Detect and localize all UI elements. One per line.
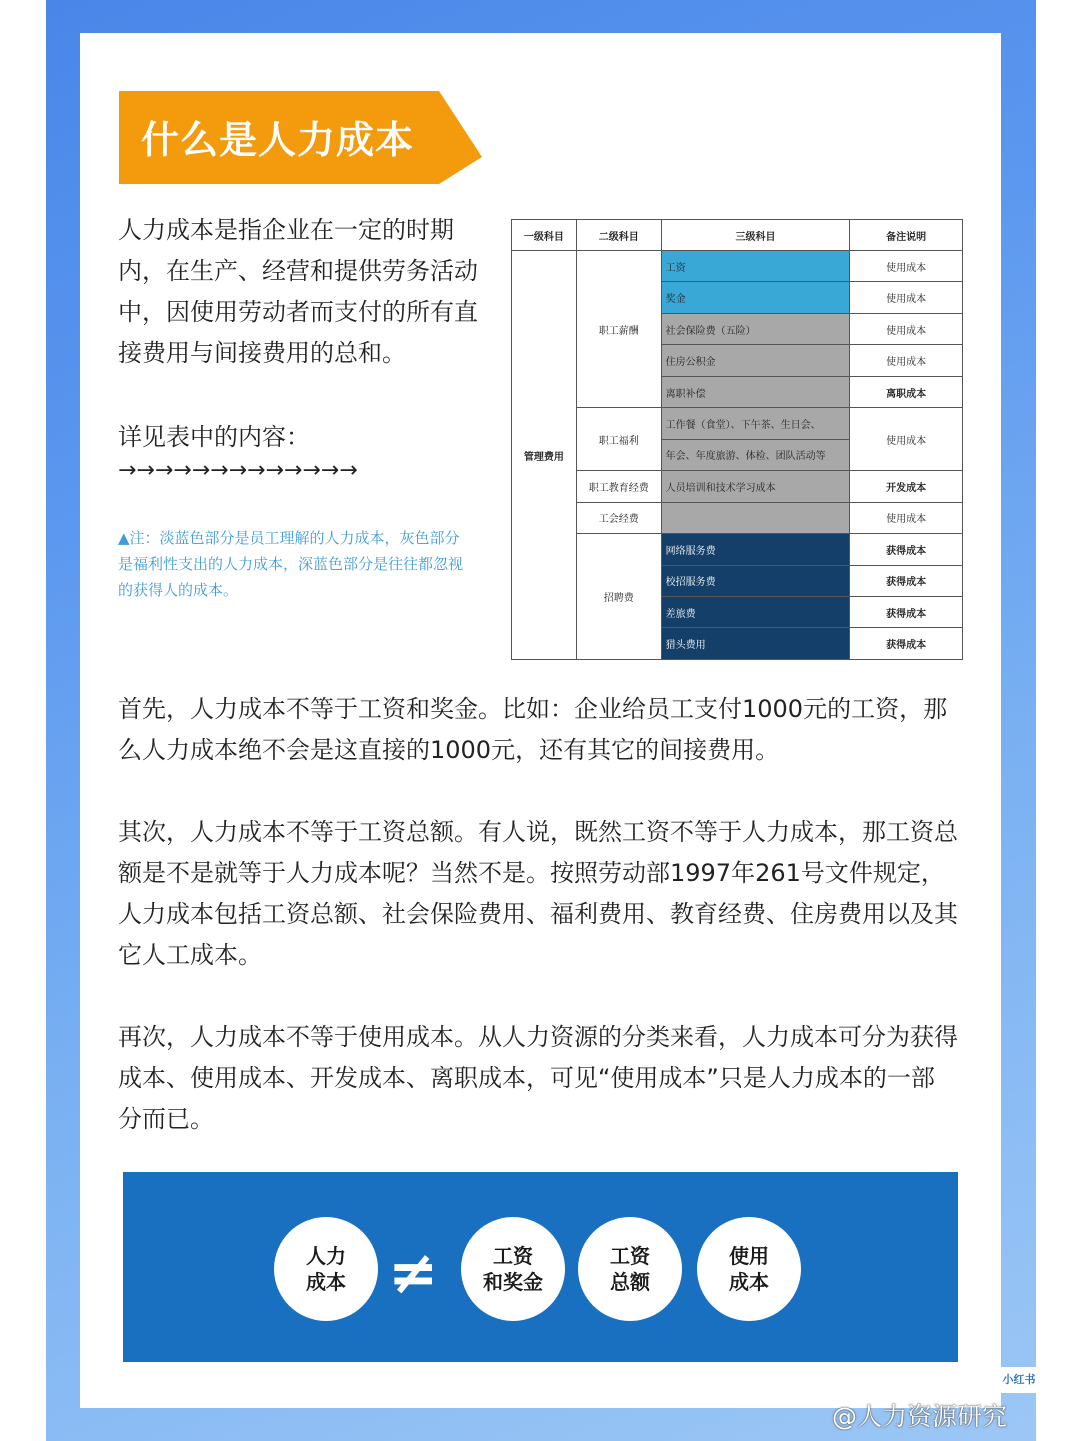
note-cell: 离职成本 [850, 376, 963, 407]
item-cell: 差旅费 [661, 596, 850, 627]
not-equal-sign: ≠ [388, 1238, 439, 1308]
table-row [512, 471, 963, 502]
item-cell: 校招服务费 [661, 565, 850, 596]
table-row [512, 502, 963, 533]
note-cell: 获得成本 [850, 534, 963, 565]
group-union: 工会经费 [576, 502, 661, 533]
circle-line: 人力 [306, 1244, 346, 1268]
circle-total-salary [578, 1217, 682, 1321]
note-cell: 获得成本 [850, 628, 963, 660]
item-cell: 网络服务费 [661, 534, 850, 565]
table-note: ▲注：淡蓝色部分是员工理解的人力成本，灰色部分是福利性支出的人力成本，深蓝色部分是往往都忽视的获得人的成本。 [118, 529, 464, 599]
group-education: 职工教育经费 [576, 471, 661, 502]
circle-line: 总额 [610, 1270, 650, 1294]
note-cell: 获得成本 [850, 596, 963, 627]
header-note: 备注说明 [850, 220, 963, 251]
group-welfare: 职工福利 [576, 408, 661, 471]
item-cell: 社会保险费（五险） [661, 313, 850, 344]
watermark: @人力资源研究 [832, 1402, 1008, 1431]
arrow-row: →→→→→→→→→→→→→ [118, 458, 358, 483]
paragraph-3: 再次，人力成本不等于使用成本。从人力资源的分类来看，人力成本可分为获得成本、使用成本、开发成本、离职成本，可见“使用成本”只是人力成本的一部分而已。 [118, 1023, 958, 1133]
note-cell: 获得成本 [850, 565, 963, 596]
circle-usage-cost [697, 1217, 801, 1321]
intro-text: 人力成本是指企业在一定的时期内，在生产、经营和提供劳务活动中，因使用劳动者而支付的所有直接费用与间接费用的总和。 [118, 216, 478, 367]
xiaohongshu-badge: 小红书 [999, 1367, 1039, 1393]
item-cell: 住房公积金 [661, 345, 850, 376]
circle-line: 工资 [610, 1244, 650, 1268]
item-cell: 年会、年度旅游、体检、团队活动等 [661, 439, 850, 470]
paragraph-1: 首先，人力成本不等于工资和奖金。比如：企业给员工支付1000元的工资，那么人力成本绝不会是这直接的1000元，还有其它的间接费用。 [118, 695, 948, 764]
title-banner [119, 91, 484, 184]
page-title: 什么是人力成本 [141, 118, 415, 162]
header-level1: 一级科目 [512, 220, 577, 251]
item-cell: 奖金 [661, 282, 850, 313]
paragraph-2: 其次，人力成本不等于工资总额。有人说，既然工资不等于人力成本，那工资总额是不是就等于人力成本呢？当然不是。按照劳动部1997年261号文件规定，人力成本包括工资总额、社会保险费用、福利费用、教育经费、住房费用以及其它人工成本。 [118, 818, 958, 969]
item-cell: 工作餐（食堂）、下午茶、生日会、 [661, 408, 850, 439]
header-level2: 二级科目 [576, 220, 661, 251]
header-level3: 三级科目 [661, 220, 850, 251]
circle-line: 成本 [729, 1270, 769, 1294]
note-cell: 使用成本 [850, 313, 963, 344]
circle-line: 和奖金 [483, 1270, 543, 1294]
item-cell: 人员培训和技术学习成本 [661, 471, 850, 502]
circle-line: 工资 [493, 1244, 533, 1268]
note-cell: 使用成本 [850, 345, 963, 376]
cost-table [511, 219, 963, 660]
item-cell: 工资 [661, 251, 850, 282]
item-cell: 猎头费用 [661, 628, 850, 660]
circle-salary-bonus [461, 1217, 565, 1321]
table-row [512, 534, 963, 565]
note-cell: 使用成本 [850, 502, 963, 533]
circle-human-cost [274, 1217, 378, 1321]
item-cell [661, 502, 850, 533]
note-cell: 使用成本 [850, 408, 963, 471]
detail-label: 详见表中的内容： [118, 423, 310, 451]
group-salary: 职工薪酬 [576, 251, 661, 408]
circle-line: 成本 [306, 1270, 346, 1294]
table-row [512, 408, 963, 439]
note-cell: 开发成本 [850, 471, 963, 502]
group-recruit: 招聘费 [576, 534, 661, 660]
item-cell: 离职补偿 [661, 376, 850, 407]
table-row [512, 251, 963, 282]
table-header-row [512, 220, 963, 251]
note-cell: 使用成本 [850, 282, 963, 313]
note-cell: 使用成本 [850, 251, 963, 282]
circle-line: 使用 [729, 1244, 769, 1268]
level1-cell: 管理费用 [512, 251, 577, 660]
